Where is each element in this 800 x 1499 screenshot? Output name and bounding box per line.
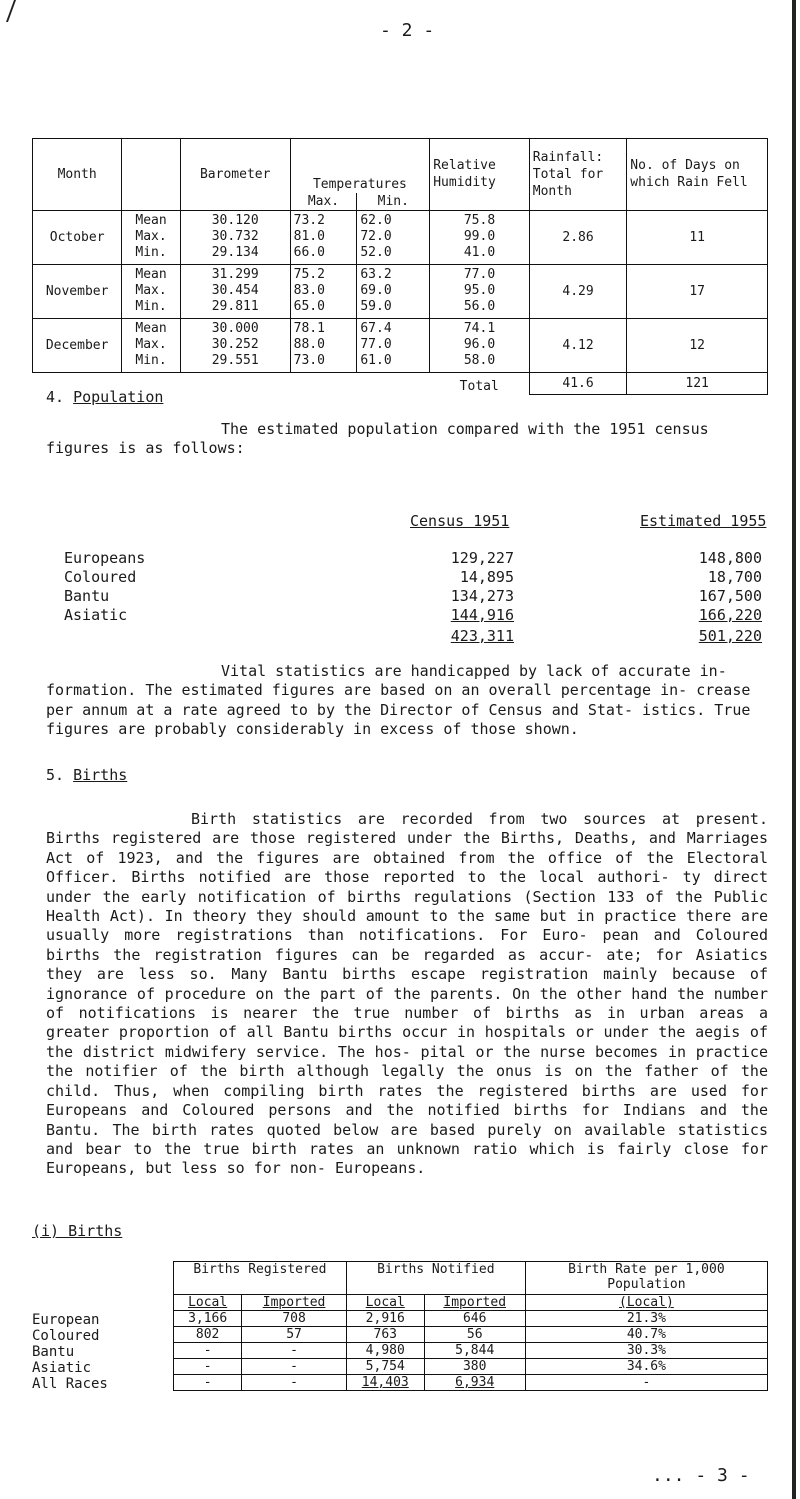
- not-local: 4,980: [346, 1343, 424, 1359]
- stat-labels: Mean Max. Min.: [122, 210, 181, 264]
- page-number: - 2 -: [380, 20, 435, 41]
- births-subheader-row: [174, 1295, 768, 1311]
- estimated-coloured: 18,700: [707, 568, 762, 586]
- rainfall-value: 4.12: [529, 318, 627, 372]
- census-asiatic: 144,916: [450, 606, 514, 624]
- census-europeans: 129,227: [450, 549, 514, 567]
- col-humidity: Relative Humidity: [430, 139, 530, 211]
- reg-local: -: [174, 1375, 242, 1391]
- month-cell: October: [33, 210, 122, 264]
- rainfall-value: 2.86: [529, 210, 627, 264]
- estimated-total: 501,220: [698, 627, 762, 645]
- estimated-bantu: 167,500: [698, 587, 762, 605]
- weather-header-row: [33, 139, 768, 193]
- temp-min-values: 62.0 72.0 52.0: [357, 210, 430, 264]
- rainfall-value: 4.29: [529, 264, 627, 318]
- pop-label-bantu: Bantu: [64, 587, 110, 605]
- not-local-header: Local: [346, 1295, 424, 1311]
- total-rainfall: 41.6: [529, 372, 627, 394]
- births-explanation: Birth statistics are recorded from two sources at present. Births registered are those registered under the Births, Deaths, and Marriages Act of 1923, and the figures are obtained from the office of the Electoral Officer. Births notified are those reported to the local authori- ty direct under the early notification of births regulations (Section 133 of the Public Health Act). In theory they should amount to the same but in practice there are usually more registrations than notifications. For Euro- pean and Coloured births the registration figures can be regarded as accur- ate; for Asiatics they are less so. Many Bantu births escape registration mainly because of ignorance of procedure on the part of the parents. On the other hand the number of notifications is nearer the true number of births as in urban areas a greater proportion of all Bantu births occur in hospitals or under the aegis of the district midwifery service. The hos- pital or the nurse becomes in practice the notifier of the birth although legally the onus is on the father of the child. Thus, when compiling birth rates the registered births are used for Europeans and Coloured persons and the notified births for Indians and the Bantu. The birth rates quoted below are based purely on available statistics and bear to the true birth rates an unknown ratio which is fairly close for Europeans, but less so for non- Europeans.: [46, 810, 768, 1178]
- col-barometer: Barometer: [180, 139, 290, 211]
- reg-local: -: [174, 1359, 242, 1375]
- weather-row-october: [33, 210, 768, 264]
- not-imported: 56: [424, 1327, 525, 1343]
- census-bantu: 134,273: [450, 587, 514, 605]
- stat-labels: Mean Max. Min.: [122, 264, 181, 318]
- census-total: 423,311: [450, 627, 514, 645]
- rain-days-value: 12: [627, 318, 768, 372]
- birth-rate: 21.3%: [525, 1311, 767, 1327]
- weather-table: [32, 138, 768, 395]
- not-imported-header: Imported: [424, 1295, 525, 1311]
- reg-imported: -: [242, 1343, 347, 1359]
- col-stat: [122, 139, 181, 211]
- page-corner-mark: [0, 0, 16, 22]
- reg-local: 802: [174, 1327, 242, 1343]
- reg-imported-header: Imported: [242, 1295, 347, 1311]
- barometer-values: 30.120 30.732 29.134: [180, 210, 290, 264]
- population-intro: The estimated population compared with the 1951 census figures is as follows:: [46, 420, 709, 458]
- births-registered-header: Births Registered: [174, 1262, 347, 1295]
- reg-imported: 708: [242, 1311, 347, 1327]
- not-imported: 5,844: [424, 1343, 525, 1359]
- births-label-all-races: All Races: [32, 1376, 108, 1392]
- birth-rate-header: Birth Rate per 1,000 Population: [525, 1262, 767, 1295]
- births-row-european: [174, 1311, 768, 1327]
- col-days: No. of Days on which Rain Fell: [627, 139, 768, 211]
- not-imported: 646: [424, 1311, 525, 1327]
- reg-imported: -: [242, 1375, 347, 1391]
- month-cell: December: [33, 318, 122, 372]
- births-row-bantu: [174, 1343, 768, 1359]
- census-coloured: 14,895: [459, 568, 514, 586]
- not-imported: 6,934: [424, 1375, 525, 1391]
- pop-label-asiatic: Asiatic: [64, 606, 128, 624]
- reg-local-header: Local: [174, 1295, 242, 1311]
- barometer-values: 31.299 30.454 29.811: [180, 264, 290, 318]
- estimated-1955-header: Estimated 1955: [640, 512, 767, 530]
- temp-max-values: 75.2 83.0 65.0: [290, 264, 357, 318]
- section-5-heading: 5. Births: [46, 766, 128, 784]
- page-edge-shadow: [792, 0, 796, 1499]
- not-local: 2,916: [346, 1311, 424, 1327]
- vital-statistics-note: Vital statistics are handicapped by lack of accurate in- formation. The estimated figures are based on an overall percentage in- crease per annum at a rate agreed to by the Director of Census and Stat- istics. True figures are probably considerably in excess of those shown.: [46, 662, 751, 739]
- births-label-bantu: Bantu: [32, 1344, 75, 1360]
- birth-rate: 40.7%: [525, 1327, 767, 1343]
- pop-label-coloured: Coloured: [64, 568, 137, 586]
- temp-min-values: 63.2 69.0 59.0: [357, 264, 430, 318]
- birth-rate: 34.6%: [525, 1359, 767, 1375]
- births-row-all-races: [174, 1375, 768, 1391]
- weather-row-december: [33, 318, 768, 372]
- col-temperatures: Temperatures: [290, 139, 430, 193]
- births-label-asiatic: Asiatic: [32, 1360, 92, 1376]
- reg-imported: -: [242, 1359, 347, 1375]
- census-1951-header: Census 1951: [410, 512, 510, 530]
- births-label-coloured: Coloured: [32, 1328, 100, 1344]
- barometer-values: 30.000 30.252 29.551: [180, 318, 290, 372]
- rate-local-header: (Local): [525, 1295, 767, 1311]
- month-cell: November: [33, 264, 122, 318]
- continuation-marker: ... - 3 -: [652, 1465, 750, 1486]
- section-4-title: Population: [73, 388, 164, 406]
- reg-local: -: [174, 1343, 242, 1359]
- temp-max-values: 73.2 81.0 66.0: [290, 210, 357, 264]
- section-5-title: Births: [73, 766, 128, 784]
- col-rainfall: Rainfall: Total for Month: [529, 139, 627, 211]
- births-table: [173, 1261, 768, 1391]
- humidity-values: 75.8 99.0 41.0: [430, 210, 530, 264]
- estimated-europeans: 148,800: [698, 549, 762, 567]
- section-4-heading: 4. Population: [46, 388, 164, 406]
- weather-row-november: [33, 264, 768, 318]
- pop-label-europeans: Europeans: [64, 549, 146, 567]
- reg-local: 3,166: [174, 1311, 242, 1327]
- humidity-values: 74.1 96.0 58.0: [430, 318, 530, 372]
- col-min: Min.: [357, 193, 430, 211]
- temp-min-values: 67.4 77.0 61.0: [357, 318, 430, 372]
- total-rain-days: 121: [627, 372, 768, 394]
- temp-max-values: 78.1 88.0 73.0: [290, 318, 357, 372]
- humidity-values: 77.0 95.0 56.0: [430, 264, 530, 318]
- birth-rate: -: [525, 1375, 767, 1391]
- births-row-coloured: [174, 1327, 768, 1343]
- birth-rate: 30.3%: [525, 1343, 767, 1359]
- col-month: Month: [33, 139, 122, 211]
- col-max: Max.: [290, 193, 357, 211]
- estimated-asiatic: 166,220: [698, 606, 762, 624]
- not-local: 14,403: [346, 1375, 424, 1391]
- births-row-asiatic: [174, 1359, 768, 1375]
- reg-imported: 57: [242, 1327, 347, 1343]
- rain-days-value: 17: [627, 264, 768, 318]
- not-imported: 380: [424, 1359, 525, 1375]
- not-local: 5,754: [346, 1359, 424, 1375]
- births-subtitle: (i) Births: [32, 1222, 123, 1240]
- stat-labels: Mean Max. Min.: [122, 318, 181, 372]
- not-local: 763: [346, 1327, 424, 1343]
- births-notified-header: Births Notified: [346, 1262, 525, 1295]
- births-header-row: [174, 1262, 768, 1295]
- rain-days-value: 11: [627, 210, 768, 264]
- total-label: Total: [459, 379, 499, 394]
- births-label-european: European: [32, 1312, 100, 1328]
